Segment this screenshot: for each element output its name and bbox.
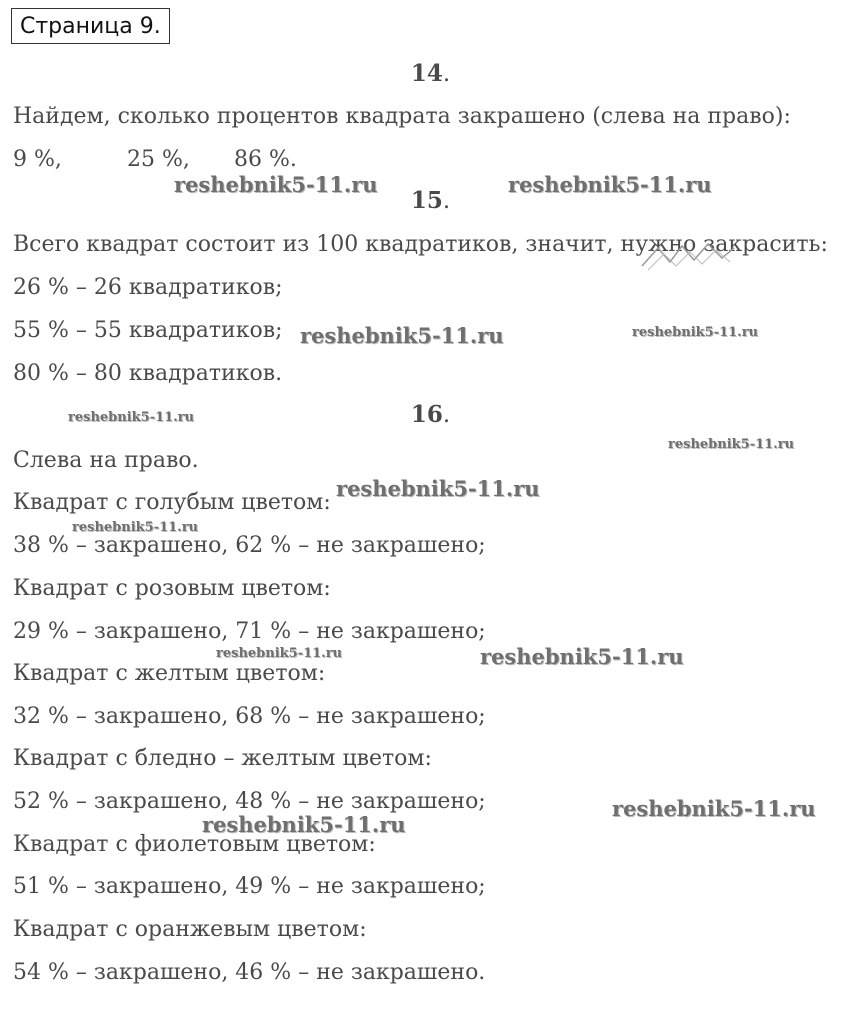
- task-16-line: Квадрат с желтым цветом:: [13, 661, 326, 686]
- task-15-line: 55 % – 55 квадратиков;: [13, 318, 283, 343]
- watermark: reshebnik5-11.ru: [480, 644, 684, 669]
- watermark: reshebnik5-11.ru: [72, 520, 199, 535]
- task-14-values: [13, 145, 297, 175]
- task-14-number: 14: [410, 60, 443, 87]
- task-16-line: Квадрат с фиолетовым цветом:: [13, 832, 376, 857]
- watermark: reshebnik5-11.ru: [632, 325, 759, 340]
- watermark: reshebnik5-11.ru: [668, 437, 795, 452]
- task-14-heading: [0, 60, 861, 87]
- task-16-line: 38 % – закрашено, 62 % – не закрашено;: [13, 533, 486, 558]
- watermark: reshebnik5-11.ru: [612, 796, 816, 821]
- task-15-intro: Всего квадрат состоит из 100 квадратиков, значит, нужно закрасить:: [13, 232, 828, 257]
- watermark: reshebnik5-11.ru: [202, 812, 406, 837]
- watermark: reshebnik5-11.ru: [216, 646, 343, 661]
- task-16-line: Квадрат с оранжевым цветом:: [13, 917, 367, 942]
- task-16-intro: Слева на право.: [13, 448, 199, 473]
- task-16-line: Квадрат с голубым цветом:: [13, 490, 331, 515]
- task-15-heading: [0, 187, 861, 214]
- watermark: reshebnik5-11.ru: [174, 172, 378, 197]
- task-14-dot: .: [442, 61, 451, 87]
- task-15-number: 15: [410, 187, 443, 214]
- watermark: reshebnik5-11.ru: [508, 172, 712, 197]
- task-15-dot: .: [442, 188, 451, 214]
- page-number: 9.: [139, 14, 161, 39]
- watermark: reshebnik5-11.ru: [336, 476, 540, 501]
- task-16-line: 29 % – закрашено, 71 % – не закрашено;: [13, 619, 486, 644]
- value-1: 9 %,: [13, 147, 62, 172]
- scribble-mark-icon: [638, 236, 738, 276]
- task-16-number: 16: [410, 401, 443, 428]
- task-16-dot: .: [442, 402, 451, 428]
- task-16-line: 32 % – закрашено, 68 % – не закрашено;: [13, 704, 486, 729]
- task-16-line: Квадрат с розовым цветом:: [13, 576, 331, 601]
- task-15-line: 26 % – 26 квадратиков;: [13, 275, 283, 300]
- task-16-line: Квадрат с бледно – желтым цветом:: [13, 746, 432, 771]
- task-15-line: 80 % – 80 квадратиков.: [13, 361, 283, 386]
- watermark: reshebnik5-11.ru: [68, 410, 195, 425]
- task-14-intro: Найдем, сколько процентов квадрата закрашено (слева на право):: [13, 104, 791, 129]
- task-16-line: 52 % – закрашено, 48 % – не закрашено;: [13, 789, 486, 814]
- page-label-text: Страница: [20, 14, 133, 39]
- watermark: reshebnik5-11.ru: [300, 323, 504, 348]
- page-label: [11, 8, 170, 44]
- task-16-line: 54 % – закрашено, 46 % – не закрашено.: [13, 960, 486, 985]
- value-3: 86 %.: [234, 147, 297, 172]
- value-2: 25 %,: [127, 147, 190, 172]
- task-16-line: 51 % – закрашено, 49 % – не закрашено;: [13, 874, 486, 899]
